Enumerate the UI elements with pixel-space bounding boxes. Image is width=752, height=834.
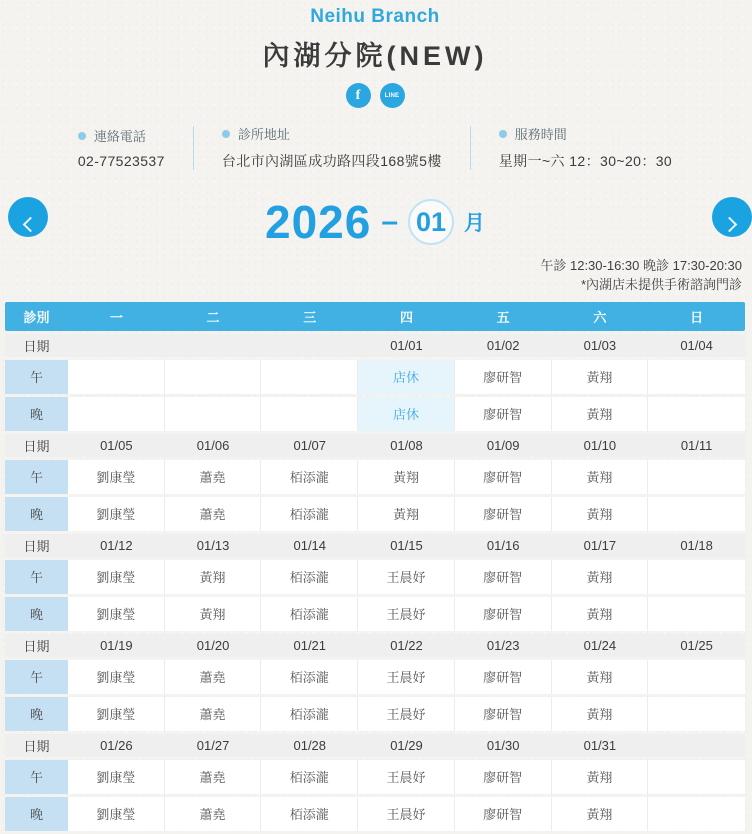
date-cell: 01/09 xyxy=(455,434,552,457)
evening-row xyxy=(5,697,745,731)
empty-cell xyxy=(648,760,745,794)
doctor-cell: 栢添瀧 xyxy=(261,597,358,631)
doctor-cell: 王晨妤 xyxy=(358,797,455,831)
slot-label-evening: 晚 xyxy=(5,697,68,731)
date-row xyxy=(5,734,745,757)
social-links xyxy=(0,83,750,108)
date-cell: 01/15 xyxy=(358,534,455,557)
bullet-dot-icon xyxy=(499,130,507,138)
month-title xyxy=(0,195,750,249)
schedule-table xyxy=(5,299,745,834)
contact-address-value: 台北市內湖區成功路四段168號5樓 xyxy=(221,153,442,169)
doctor-cell: 栢添瀧 xyxy=(261,760,358,794)
empty-cell xyxy=(261,397,358,431)
facebook-icon[interactable]: f xyxy=(346,83,371,108)
date-row-label: 日期 xyxy=(5,334,68,357)
doctor-cell: 王晨妤 xyxy=(358,697,455,731)
noon-row xyxy=(5,560,745,594)
doctor-cell: 廖研智 xyxy=(455,497,552,531)
date-row-label: 日期 xyxy=(5,434,68,457)
divider xyxy=(470,126,471,170)
doctor-cell: 黃翔 xyxy=(552,460,649,494)
month-suffix: 月 xyxy=(464,212,486,235)
doctor-cell: 黃翔 xyxy=(552,660,649,694)
date-row xyxy=(5,534,745,557)
empty-cell xyxy=(648,560,745,594)
doctor-cell: 栢添瀧 xyxy=(261,497,358,531)
line-icon[interactable]: LINE xyxy=(380,83,405,108)
date-row xyxy=(5,634,745,657)
contact-row xyxy=(0,124,750,171)
doctor-cell: 黃翔 xyxy=(552,397,649,431)
doctor-cell: 劉康瑩 xyxy=(68,760,165,794)
doctor-cell: 廖研智 xyxy=(455,360,552,394)
date-row xyxy=(5,434,745,457)
divider xyxy=(193,126,194,170)
column-header: 三 xyxy=(261,302,358,331)
date-row-label: 日期 xyxy=(5,734,68,757)
empty-cell xyxy=(165,360,262,394)
evening-row xyxy=(5,397,745,431)
schedule-notes xyxy=(0,257,742,295)
date-cell: 01/28 xyxy=(261,734,358,757)
column-header: 二 xyxy=(165,302,262,331)
bullet-dot-icon xyxy=(78,132,86,140)
doctor-cell: 劉康瑩 xyxy=(68,697,165,731)
contact-address xyxy=(222,124,442,171)
doctor-cell: 王晨妤 xyxy=(358,597,455,631)
empty-cell xyxy=(648,660,745,694)
doctor-cell: 黃翔 xyxy=(552,760,649,794)
doctor-cell: 黃翔 xyxy=(358,497,455,531)
session-hours-note: 午診 12:30-16:30 晚診 17:30-20:30 xyxy=(540,258,742,273)
date-cell: 01/10 xyxy=(552,434,649,457)
doctor-cell: 黃翔 xyxy=(552,497,649,531)
month-badge: 01 xyxy=(408,199,454,245)
empty-cell xyxy=(261,334,358,357)
contact-phone xyxy=(78,126,165,169)
date-cell: 01/24 xyxy=(552,634,649,657)
empty-cell xyxy=(165,397,262,431)
contact-hours-label: 服務時間 xyxy=(514,127,567,142)
surgery-note: *內湖店未提供手術諮詢門診 xyxy=(580,276,742,292)
date-cell: 01/29 xyxy=(358,734,455,757)
doctor-cell: 黃翔 xyxy=(552,797,649,831)
doctor-cell: 廖研智 xyxy=(455,697,552,731)
doctor-cell: 王晨妤 xyxy=(358,760,455,794)
site-header xyxy=(0,0,750,108)
next-month-button[interactable] xyxy=(712,197,752,237)
doctor-cell: 栢添瀧 xyxy=(261,697,358,731)
empty-cell xyxy=(68,334,165,357)
date-cell: 01/02 xyxy=(455,334,552,357)
doctor-cell: 蕭堯 xyxy=(165,797,262,831)
empty-cell xyxy=(648,797,745,831)
doctor-cell: 蕭堯 xyxy=(165,697,262,731)
doctor-cell: 劉康瑩 xyxy=(68,797,165,831)
date-cell: 01/08 xyxy=(358,434,455,457)
slot-label-evening: 晚 xyxy=(5,497,68,531)
column-header: 六 xyxy=(552,302,649,331)
noon-row xyxy=(5,660,745,694)
page-title: 內湖分院(NEW) xyxy=(262,41,488,71)
slot-label-noon: 午 xyxy=(5,560,68,594)
empty-cell xyxy=(68,360,165,394)
doctor-cell: 黃翔 xyxy=(552,597,649,631)
doctor-cell: 栢添瀧 xyxy=(261,560,358,594)
evening-row xyxy=(5,597,745,631)
empty-cell xyxy=(648,697,745,731)
empty-cell xyxy=(648,734,745,757)
doctor-cell: 廖研智 xyxy=(455,560,552,594)
doctor-cell: 廖研智 xyxy=(455,760,552,794)
date-cell: 01/30 xyxy=(455,734,552,757)
date-cell: 01/22 xyxy=(358,634,455,657)
doctor-cell: 栢添瀧 xyxy=(261,460,358,494)
date-cell: 01/11 xyxy=(648,434,745,457)
empty-cell xyxy=(648,460,745,494)
doctor-cell: 蕭堯 xyxy=(165,760,262,794)
contact-hours-value: 星期一~六 12：30~20：30 xyxy=(498,153,673,169)
date-cell: 01/23 xyxy=(455,634,552,657)
date-cell: 01/17 xyxy=(552,534,649,557)
date-cell: 01/13 xyxy=(165,534,262,557)
doctor-cell: 王晨妤 xyxy=(358,660,455,694)
date-cell: 01/19 xyxy=(68,634,165,657)
doctor-cell: 黃翔 xyxy=(552,360,649,394)
doctor-cell: 劉康瑩 xyxy=(68,497,165,531)
date-cell: 01/01 xyxy=(358,334,455,357)
evening-row xyxy=(5,797,745,831)
noon-row xyxy=(5,760,745,794)
doctor-cell: 黃翔 xyxy=(165,597,262,631)
contact-hours xyxy=(499,124,672,171)
date-cell: 01/03 xyxy=(552,334,649,357)
doctor-cell: 蕭堯 xyxy=(165,660,262,694)
doctor-cell: 劉康瑩 xyxy=(68,560,165,594)
date-cell: 01/26 xyxy=(68,734,165,757)
date-cell: 01/27 xyxy=(165,734,262,757)
column-header: 五 xyxy=(455,302,552,331)
date-row-label: 日期 xyxy=(5,634,68,657)
prev-month-button[interactable] xyxy=(8,197,48,237)
empty-cell xyxy=(648,360,745,394)
date-cell: 01/04 xyxy=(648,334,745,357)
dash: – xyxy=(381,205,399,238)
date-row-label: 日期 xyxy=(5,534,68,557)
noon-row xyxy=(5,360,745,394)
empty-cell xyxy=(68,397,165,431)
column-header: 一 xyxy=(68,302,165,331)
date-cell: 01/05 xyxy=(68,434,165,457)
contact-phone-value: 02-77523537 xyxy=(77,153,165,169)
date-cell: 01/06 xyxy=(165,434,262,457)
evening-row xyxy=(5,497,745,531)
doctor-cell: 黃翔 xyxy=(552,697,649,731)
slot-label-noon: 午 xyxy=(5,460,68,494)
date-cell: 01/16 xyxy=(455,534,552,557)
date-row xyxy=(5,334,745,357)
empty-cell xyxy=(648,597,745,631)
doctor-cell: 廖研智 xyxy=(455,460,552,494)
doctor-cell: 蕭堯 xyxy=(165,460,262,494)
closed-cell: 店休 xyxy=(358,397,455,431)
date-cell: 01/20 xyxy=(165,634,262,657)
year-label: 2026 xyxy=(264,196,372,248)
doctor-cell: 廖研智 xyxy=(455,597,552,631)
noon-row xyxy=(5,460,745,494)
chevron-right-icon xyxy=(722,216,738,232)
doctor-cell: 栢添瀧 xyxy=(261,660,358,694)
slot-label-evening: 晚 xyxy=(5,597,68,631)
date-cell: 01/12 xyxy=(68,534,165,557)
bullet-dot-icon xyxy=(222,130,230,138)
date-cell: 01/14 xyxy=(261,534,358,557)
date-cell: 01/07 xyxy=(261,434,358,457)
doctor-cell: 蕭堯 xyxy=(165,497,262,531)
slot-label-evening: 晚 xyxy=(5,797,68,831)
column-header: 四 xyxy=(358,302,455,331)
doctor-cell: 黃翔 xyxy=(358,460,455,494)
date-cell: 01/25 xyxy=(648,634,745,657)
doctor-cell: 劉康瑩 xyxy=(68,460,165,494)
empty-cell xyxy=(261,360,358,394)
doctor-cell: 廖研智 xyxy=(455,797,552,831)
chevron-left-icon xyxy=(23,216,39,232)
table-header-row xyxy=(5,302,745,331)
empty-cell xyxy=(165,334,262,357)
slot-label-evening: 晚 xyxy=(5,397,68,431)
closed-cell: 店休 xyxy=(358,360,455,394)
slot-label-noon: 午 xyxy=(5,760,68,794)
contact-address-label: 診所地址 xyxy=(237,127,290,142)
doctor-cell: 廖研智 xyxy=(455,397,552,431)
date-cell: 01/21 xyxy=(261,634,358,657)
doctor-cell: 劉康瑩 xyxy=(68,597,165,631)
doctor-cell: 栢添瀧 xyxy=(261,797,358,831)
doctor-cell: 黃翔 xyxy=(552,560,649,594)
empty-cell xyxy=(648,497,745,531)
slot-label-noon: 午 xyxy=(5,360,68,394)
doctor-cell: 廖研智 xyxy=(455,660,552,694)
date-cell: 01/31 xyxy=(552,734,649,757)
doctor-cell: 劉康瑩 xyxy=(68,660,165,694)
branch-subtitle: Neihu Branch xyxy=(310,6,440,27)
doctor-cell: 黃翔 xyxy=(165,560,262,594)
date-cell: 01/18 xyxy=(648,534,745,557)
empty-cell xyxy=(648,397,745,431)
column-header: 日 xyxy=(648,302,745,331)
contact-phone-label: 連絡電話 xyxy=(93,129,146,144)
column-header: 診別 xyxy=(5,302,68,331)
month-navigation xyxy=(0,195,750,247)
doctor-cell: 王晨妤 xyxy=(358,560,455,594)
slot-label-noon: 午 xyxy=(5,660,68,694)
